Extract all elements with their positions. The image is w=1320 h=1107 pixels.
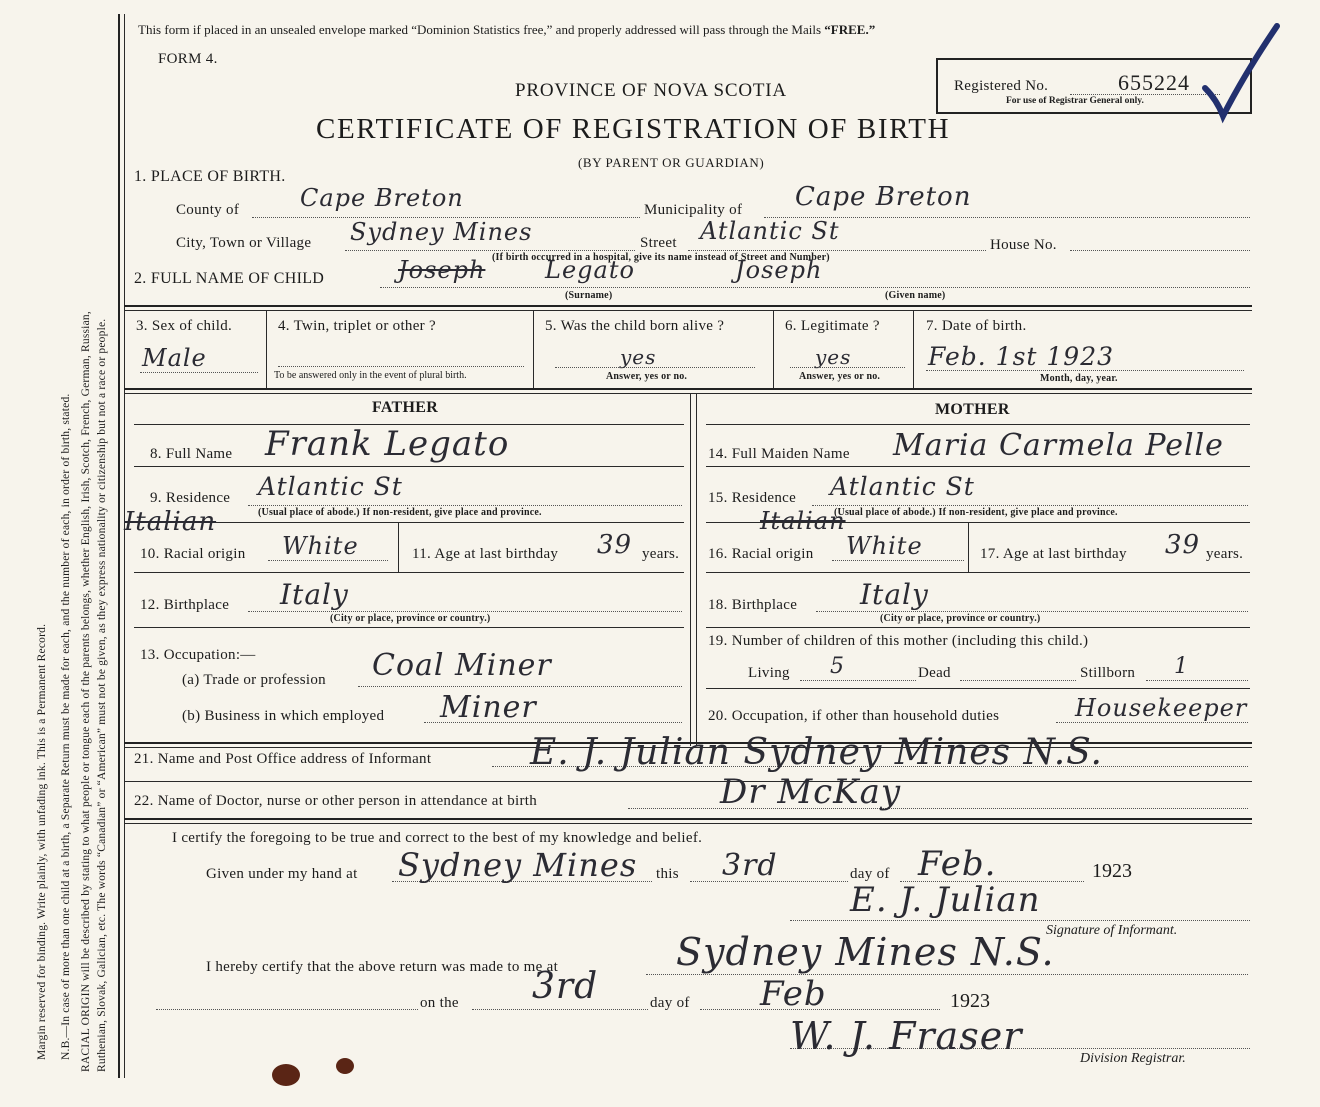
street-line (688, 250, 986, 251)
alive-label: 5. Was the child born alive ? (545, 318, 725, 334)
living-value: 5 (830, 654, 845, 679)
mother-residence-label: 15. Residence (708, 490, 797, 506)
certificate-title: CERTIFICATE OF REGISTRATION OF BIRTH (316, 113, 951, 145)
mother-birthplace-value: Italy (860, 578, 929, 611)
dob-line (926, 370, 1244, 371)
on-the-label: on the (420, 995, 459, 1011)
father-age-value: 39 (597, 530, 633, 560)
divider-4 (533, 310, 534, 388)
father-race-label: 10. Racial origin (140, 546, 246, 562)
sex-line (140, 372, 258, 373)
margin-note-racial-cont: Ruthenian, Slovak, Galician, etc. The words “Canadian” or “American” must not be given, as they express nationality or citizenship but not a race or people. (96, 318, 108, 1072)
father-business-value: Miner (440, 690, 537, 725)
informant-signature: E. J. Julian (850, 880, 1041, 920)
father-birthplace-note: (City or place, province or country.) (330, 613, 491, 624)
registrar-month-value: Feb (760, 974, 827, 1014)
father-age-label: 11. Age at last birthday (412, 546, 559, 562)
child-name-label: 2. FULL NAME OF CHILD (134, 270, 325, 287)
registrar-place-value: Sydney Mines N.S. (676, 930, 1055, 974)
legitimate-note: Answer, yes or no. (799, 371, 881, 382)
father-age-unit: years. (642, 546, 680, 562)
certify-day-value: 3rd (722, 848, 778, 883)
mother-children-label: 19. Number of children of this mother (including this child.) (708, 633, 1089, 649)
this-label: this (656, 866, 679, 882)
father-birthplace-label: 12. Birthplace (140, 597, 230, 613)
rule-2b (124, 393, 1252, 394)
form-number: FORM 4. (158, 51, 218, 67)
stillborn-label: Stillborn (1080, 665, 1136, 681)
doctor-label: 22. Name of Doctor, nurse or other person in attendance at birth (134, 793, 538, 809)
mother-race-value: White (846, 532, 923, 560)
ink-stain-small (336, 1058, 354, 1074)
given-note: (Given name) (885, 290, 946, 301)
mother-birthplace-line (816, 611, 1248, 612)
twin-line (278, 366, 524, 367)
legitimate-line (790, 367, 905, 368)
margin-note-racial: RACIAL ORIGIN will be described by stating to what people or tongue each of the parents belongs, whether English, Irish, Scotch, French, German, Russian, (80, 311, 92, 1072)
legitimate-label: 6. Legitimate ? (785, 318, 880, 334)
parents-divider-b (696, 393, 697, 746)
father-birthplace-value: Italy (280, 578, 349, 611)
mother-occupation-line (1056, 722, 1248, 723)
registrar-signature-label: Division Registrar. (1080, 1051, 1186, 1066)
given-under-label: Given under my hand at (206, 866, 358, 882)
day-of-label: day of (850, 866, 890, 882)
mother-heading: MOTHER (935, 401, 1010, 418)
margin-note-binding: Margin reserved for binding. Write plainly, with unfading ink. This is a Permanent Record. (36, 623, 48, 1060)
city-line (345, 250, 635, 251)
house-line (1070, 250, 1250, 251)
parents-divider (690, 393, 691, 746)
mother-residence-line (812, 505, 1248, 506)
dob-label: 7. Date of birth. (926, 318, 1027, 334)
mother-race-label: 16. Racial origin (708, 546, 814, 562)
mother-birthplace-label: 18. Birthplace (708, 597, 798, 613)
mother-residence-value: Atlantic St (830, 472, 975, 501)
mother-occupation-value: Housekeeper (1075, 694, 1248, 722)
mother-name-label: 14. Full Maiden Name (708, 446, 850, 462)
city-value: Sydney Mines (350, 218, 533, 246)
father-business-label: (b) Business in which employed (182, 708, 385, 724)
father-race-line (268, 560, 388, 561)
alive-line (555, 367, 755, 368)
father-residence-line (248, 505, 682, 506)
city-label: City, Town or Village (176, 235, 312, 251)
registrar-note: For use of Registrar General only. (1006, 96, 1144, 106)
dead-label: Dead (918, 665, 951, 681)
mother-heading-rule (706, 424, 1250, 425)
child-name-line (380, 287, 1250, 288)
registrar-day-line (472, 1009, 648, 1010)
father-name-value: Frank Legato (265, 424, 510, 464)
province-heading: PROVINCE OF NOVA SCOTIA (515, 80, 787, 101)
mother-occupation-label: 20. Occupation, if other than household duties (708, 708, 1000, 724)
mother-name-rule (706, 466, 1250, 467)
ink-stain (272, 1064, 300, 1086)
informant-value: E. J. Julian Sydney Mines N.S. (530, 732, 1103, 773)
stillborn-line (1146, 680, 1248, 681)
mother-race-struck: Italian (760, 507, 846, 535)
mother-age-divider (968, 522, 969, 572)
father-birthplace-line (248, 611, 682, 612)
municipality-label: Municipality of (644, 202, 743, 218)
rule-1b (124, 310, 1252, 311)
divider-6 (913, 310, 914, 388)
margin-note-nb: N.B.—In case of more than one child at a birth, a Separate Return must be made for each, and the number of each, in order of birth, stated. (60, 393, 72, 1060)
father-residence-label: 9. Residence (150, 490, 231, 506)
alive-note: Answer, yes or no. (606, 371, 688, 382)
father-occupation-label: 13. Occupation:— (140, 647, 256, 663)
stillborn-value: 1 (1174, 654, 1189, 679)
dob-note: Month, day, year. (1040, 373, 1118, 384)
father-name-rule (134, 466, 684, 467)
mother-age-unit: years. (1206, 546, 1244, 562)
registrar-place-line (646, 974, 1248, 975)
street-label: Street (640, 235, 677, 251)
mother-race-rule (706, 572, 1250, 573)
rule-2 (124, 388, 1252, 390)
hospital-note: (If birth occurred in a hospital, give its name instead of Street and Number) (492, 252, 830, 263)
certificate-subtitle: (BY PARENT OR GUARDIAN) (578, 155, 765, 170)
divider-3 (266, 310, 267, 388)
divider-5 (773, 310, 774, 388)
father-residence-value: Atlantic St (258, 472, 403, 501)
rule-1 (124, 305, 1252, 307)
father-residence-rule (134, 522, 684, 523)
father-trade-value: Coal Miner (372, 648, 552, 683)
registrar-day-value: 3rd (532, 966, 599, 1007)
informant-signature-line (790, 920, 1250, 921)
twin-label: 4. Twin, triplet or other ? (278, 318, 436, 334)
county-label: County of (176, 202, 240, 218)
mail-notice-free: “FREE.” (824, 22, 876, 37)
father-race-struck: Italian (124, 507, 217, 537)
registered-number: 655224 (1118, 70, 1190, 95)
mother-birthplace-note: (City or place, province or country.) (880, 613, 1041, 624)
mother-age-label: 17. Age at last birthday (980, 546, 1127, 562)
informant-signature-label: Signature of Informant. (1046, 923, 1178, 938)
margin-rule-inner (124, 14, 125, 1078)
mail-notice-text: This form if placed in an unsealed envelope marked “Dominion Statistics free,” and properly addressed will pass through the Mails (138, 22, 822, 37)
margin-rule (118, 14, 120, 1078)
mother-race-line (832, 560, 964, 561)
mail-notice (138, 22, 875, 38)
check-mark-icon (1195, 18, 1285, 128)
dead-line (960, 680, 1076, 681)
twin-note: To be answered only in the event of plural birth. (274, 370, 467, 381)
place-heading: 1. PLACE OF BIRTH. (134, 168, 286, 185)
father-birthplace-rule (134, 627, 684, 628)
mother-residence-note: (Usual place of abode.) If non-resident, give place and province. (834, 507, 1118, 518)
registrar-day-of-label: day of (650, 995, 690, 1011)
certify-month-value: Feb. (918, 844, 997, 884)
street-value: Atlantic St (700, 217, 840, 245)
father-name-label: 8. Full Name (150, 446, 233, 462)
father-race-rule (134, 572, 684, 573)
registrar-signature: W. J. Fraser (790, 1014, 1023, 1058)
father-trade-label: (a) Trade or profession (182, 672, 326, 688)
registered-label: Registered No. (954, 78, 1049, 94)
surname-note: (Surname) (565, 290, 613, 301)
mother-birthplace-rule (706, 627, 1250, 628)
child-given-name: Joseph (735, 256, 823, 284)
doctor-value: Dr McKay (720, 772, 902, 812)
father-residence-note: (Usual place of abode.) If non-resident, give place and province. (258, 507, 542, 518)
sex-label: 3. Sex of child. (136, 318, 233, 334)
legitimate-value: yes (815, 345, 852, 369)
living-line (800, 680, 916, 681)
father-race-value: White (282, 532, 359, 560)
living-label: Living (748, 665, 790, 681)
municipality-value: Cape Breton (795, 182, 972, 212)
alive-value: yes (620, 345, 657, 369)
registrar-statement: I hereby certify that the above return was made to me at (206, 959, 559, 975)
house-label: House No. (990, 237, 1057, 253)
mother-age-value: 39 (1165, 530, 1201, 560)
county-value: Cape Breton (300, 184, 464, 212)
child-surname: Legato (545, 256, 635, 284)
rule-5 (124, 818, 1252, 820)
sex-value: Male (142, 344, 207, 372)
father-heading: FATHER (372, 399, 439, 416)
certify-statement: I certify the foregoing to be true and correct to the best of my knowledge and belief. (172, 830, 703, 846)
dob-value: Feb. 1st 1923 (928, 342, 1115, 371)
informant-label: 21. Name and Post Office address of Informant (134, 751, 432, 767)
registrar-year-value: 1923 (950, 990, 990, 1012)
certify-year-value: 1923 (1092, 860, 1132, 882)
given-place-value: Sydney Mines (398, 846, 638, 884)
child-name-struck: Joseph (398, 256, 486, 284)
rule-4 (124, 781, 1252, 782)
father-age-divider (398, 522, 399, 572)
registrar-prefix-line (156, 1009, 418, 1010)
father-trade-line (358, 686, 682, 687)
mother-name-value: Maria Carmela Pelle (893, 428, 1224, 463)
rule-5b (124, 823, 1252, 824)
mother-children-rule (706, 688, 1250, 689)
